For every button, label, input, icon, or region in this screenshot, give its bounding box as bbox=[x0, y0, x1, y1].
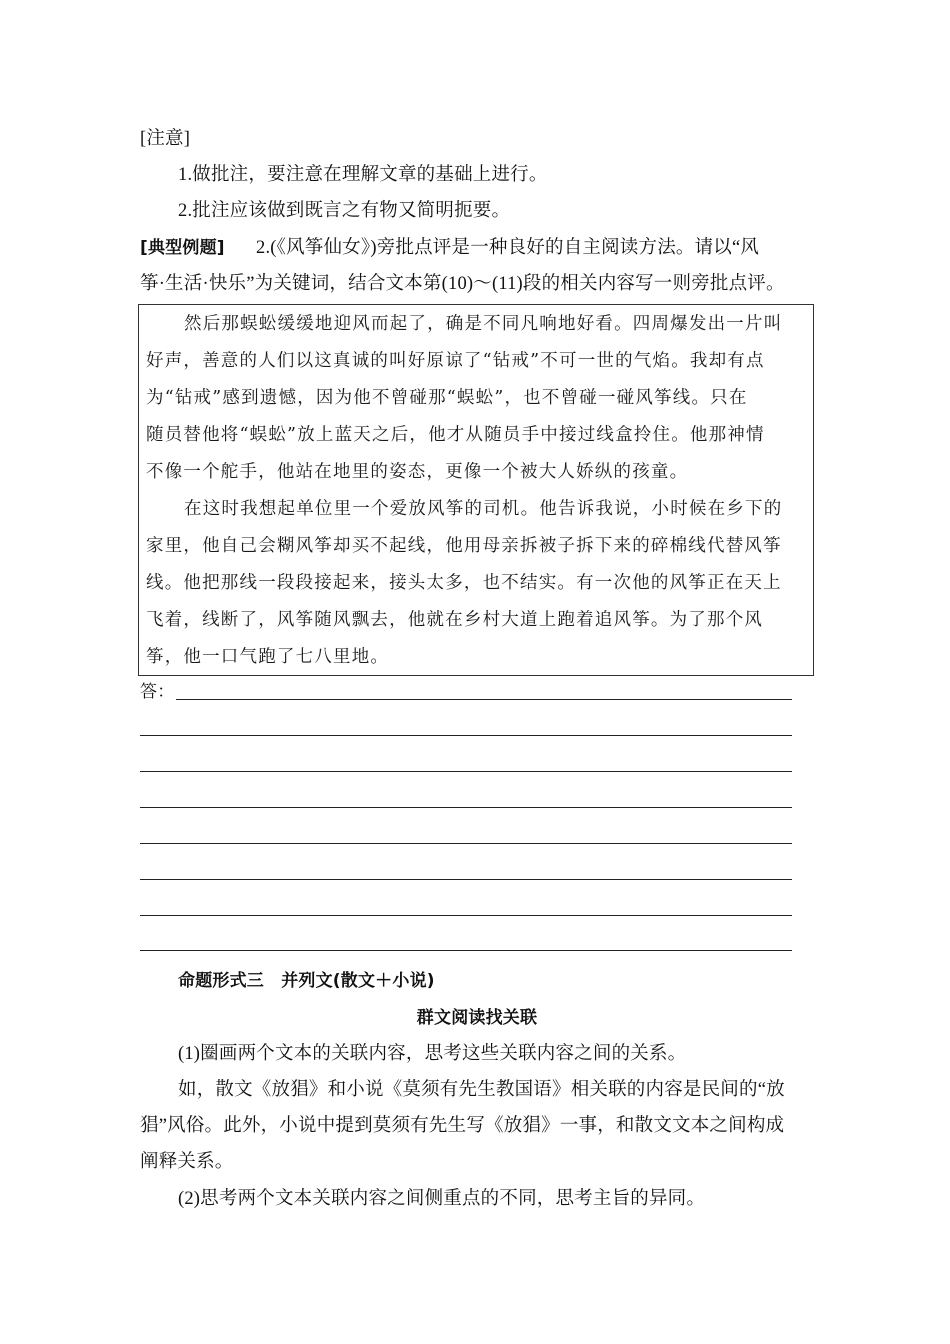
section-paragraph: (2)思考两个文本关联内容之间侧重点的不同，思考主旨的异同。 bbox=[178, 1189, 706, 1209]
example-label: [典型例题] bbox=[140, 238, 225, 258]
example-question-line-1: 2.(《风筝仙女》)旁批点评是一种良好的自主阅读方法。请以“风 bbox=[256, 238, 760, 258]
answer-line[interactable] bbox=[140, 843, 792, 844]
answer-line[interactable] bbox=[176, 699, 792, 700]
passage-line: 不像一个舵手，他站在地里的姿态，更像一个被大人娇纵的孩童。 bbox=[146, 462, 689, 482]
answer-line[interactable] bbox=[140, 807, 792, 808]
passage-line: 好声，善意的人们以这真诚的叫好原谅了“钻戒”不可一世的气焰。我却有点 bbox=[146, 351, 765, 371]
passage-line: 筝，他一口气跑了七八里地。 bbox=[146, 647, 390, 667]
passage-line: 线。他把那线一段段接起来，接头太多，也不结实。有一次他的风筝正在天上 bbox=[146, 573, 782, 593]
passage-line: 为“钻戒”感到遗憾，因为他不曾碰那“蜈蚣”，也不曾碰一碰风筝线。只在 bbox=[146, 388, 748, 408]
passage-line: 随员替他将“蜈蚣”放上蓝天之后，他才从随员手中接过线盒拎住。他那神情 bbox=[146, 425, 765, 445]
note-item-1: 1.做批注，要注意在理解文章的基础上进行。 bbox=[178, 165, 548, 185]
passage-line: 然后那蜈蚣缓缓地迎风而起了，确是不同凡响地好看。四周爆发出一片叫 bbox=[184, 314, 783, 334]
section-paragraph: 阐释关系。 bbox=[140, 1152, 234, 1172]
note-item-2: 2.批注应该做到既言之有物又简明扼要。 bbox=[178, 201, 511, 221]
answer-line[interactable] bbox=[140, 771, 792, 772]
note-heading: [注意] bbox=[140, 129, 191, 149]
answer-line[interactable] bbox=[140, 950, 792, 951]
example-question-line-2: 筝·生活·快乐”为关键词，结合文本第(10)～(11)段的相关内容写一则旁批点评。 bbox=[140, 274, 785, 294]
section-subheading: 群文阅读找关联 bbox=[416, 1008, 538, 1028]
passage-line: 家里，他自己会糊风筝却买不起线，他用母亲拆被子拆下来的碎棉线代替风筝 bbox=[146, 536, 782, 556]
answer-line[interactable] bbox=[140, 879, 792, 880]
answer-label: 答： bbox=[140, 682, 175, 701]
passage-line: 在这时我想起单位里一个爱放风筝的司机。他告诉我说，小时候在乡下的 bbox=[184, 499, 783, 519]
section-paragraph: 如，散文《放猖》和小说《莫须有先生教国语》相关联的内容是民间的“放 bbox=[178, 1080, 785, 1100]
section-heading: 命题形式三 并列文(散文＋小说) bbox=[178, 971, 435, 991]
answer-line[interactable] bbox=[140, 915, 792, 916]
section-paragraph: 猖”风俗。此外，小说中提到莫须有先生写《放猖》一事，和散文文本之间构成 bbox=[140, 1116, 785, 1136]
section-paragraph: (1)圈画两个文本的关联内容，思考这些关联内容之间的关系。 bbox=[178, 1044, 687, 1064]
answer-line[interactable] bbox=[140, 735, 792, 736]
passage-line: 飞着，线断了，风筝随风飘去，他就在乡村大道上跑着追风筝。为了那个风 bbox=[146, 610, 764, 630]
